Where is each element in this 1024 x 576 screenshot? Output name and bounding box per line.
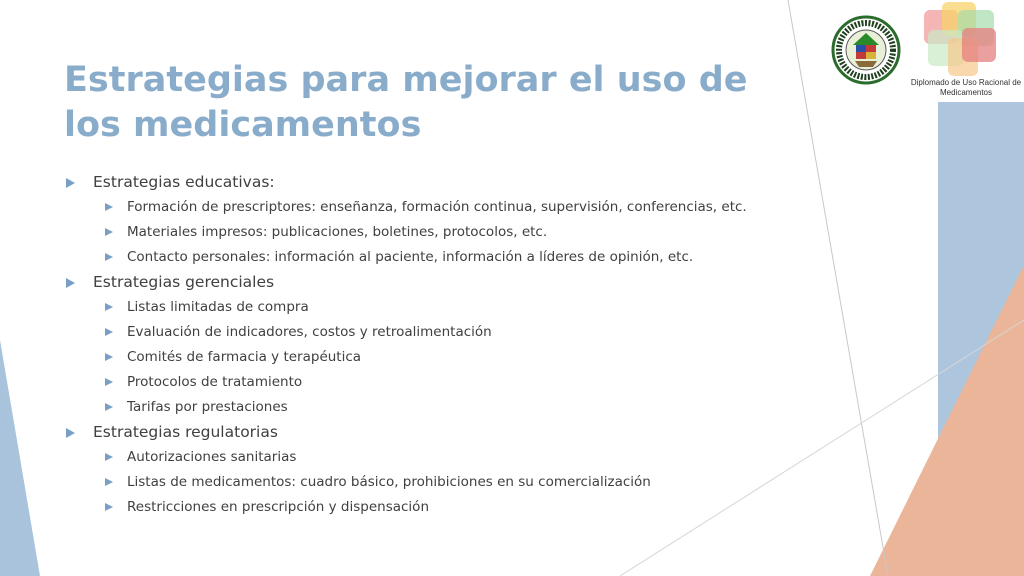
list-item-label: Protocolos de tratamiento	[127, 374, 303, 390]
list-item	[64, 445, 824, 470]
triangle-right-icon	[105, 228, 113, 236]
group-heading-label: Estrategias educativas:	[93, 173, 275, 191]
list-item	[64, 395, 824, 420]
list-item	[64, 245, 824, 270]
list-item	[64, 320, 824, 345]
list-item	[64, 370, 824, 395]
list-item-label: Contacto personales: información al paciente, información a líderes de opinión, etc.	[127, 249, 694, 265]
list-item-label: Formación de prescriptores: enseñanza, formación continua, supervisión, conferencias, etc.	[127, 199, 747, 215]
group-heading-label: Estrategias gerenciales	[93, 273, 275, 291]
triangle-right-icon	[105, 253, 113, 261]
list-item-label: Listas de medicamentos: cuadro básico, prohibiciones en su comercialización	[127, 474, 651, 490]
list-item	[64, 470, 824, 495]
institution-logo	[831, 15, 901, 85]
triangle-right-icon	[66, 278, 75, 288]
triangle-right-icon	[105, 328, 113, 336]
triangle-right-icon	[105, 303, 113, 311]
overlapping-squares-icon	[918, 0, 1002, 80]
list-item	[64, 295, 824, 320]
list-item-label: Restricciones en prescripción y dispensación	[127, 499, 429, 515]
triangle-right-icon	[105, 203, 113, 211]
course-name: Diplomado de Uso Racional de Medicamentos	[910, 78, 1022, 97]
list-item-label: Evaluación de indicadores, costos y retroalimentación	[127, 324, 492, 340]
list-item	[64, 345, 824, 370]
slide-title: Estrategias para mejorar el uso de los medicamentos	[64, 60, 748, 145]
group-heading-gerenciales	[64, 270, 824, 295]
triangle-right-icon	[105, 378, 113, 386]
list-item-label: Tarifas por prestaciones	[127, 399, 288, 415]
list-item-label: Comités de farmacia y terapéutica	[127, 349, 362, 365]
list-item-label: Materiales impresos: publicaciones, boletines, protocolos, etc.	[127, 224, 548, 240]
deco-left-blue-sliver	[0, 340, 40, 576]
triangle-right-icon	[66, 428, 75, 438]
triangle-right-icon	[105, 503, 113, 511]
list-item	[64, 495, 824, 520]
list-item-label: Autorizaciones sanitarias	[127, 449, 297, 465]
group-heading-educativas	[64, 170, 824, 195]
group-heading-label: Estrategias regulatorias	[93, 423, 278, 441]
university-seal-icon	[831, 15, 901, 85]
triangle-right-icon	[105, 478, 113, 486]
list-item	[64, 220, 824, 245]
group-heading-regulatorias	[64, 420, 824, 445]
triangle-right-icon	[105, 353, 113, 361]
triangle-right-icon	[105, 453, 113, 461]
triangle-right-icon	[66, 178, 75, 188]
course-brand-logo	[918, 0, 1002, 80]
triangle-right-icon	[105, 403, 113, 411]
strategy-list	[64, 170, 824, 520]
list-item	[64, 195, 824, 220]
list-item-label: Listas limitadas de compra	[127, 299, 309, 315]
